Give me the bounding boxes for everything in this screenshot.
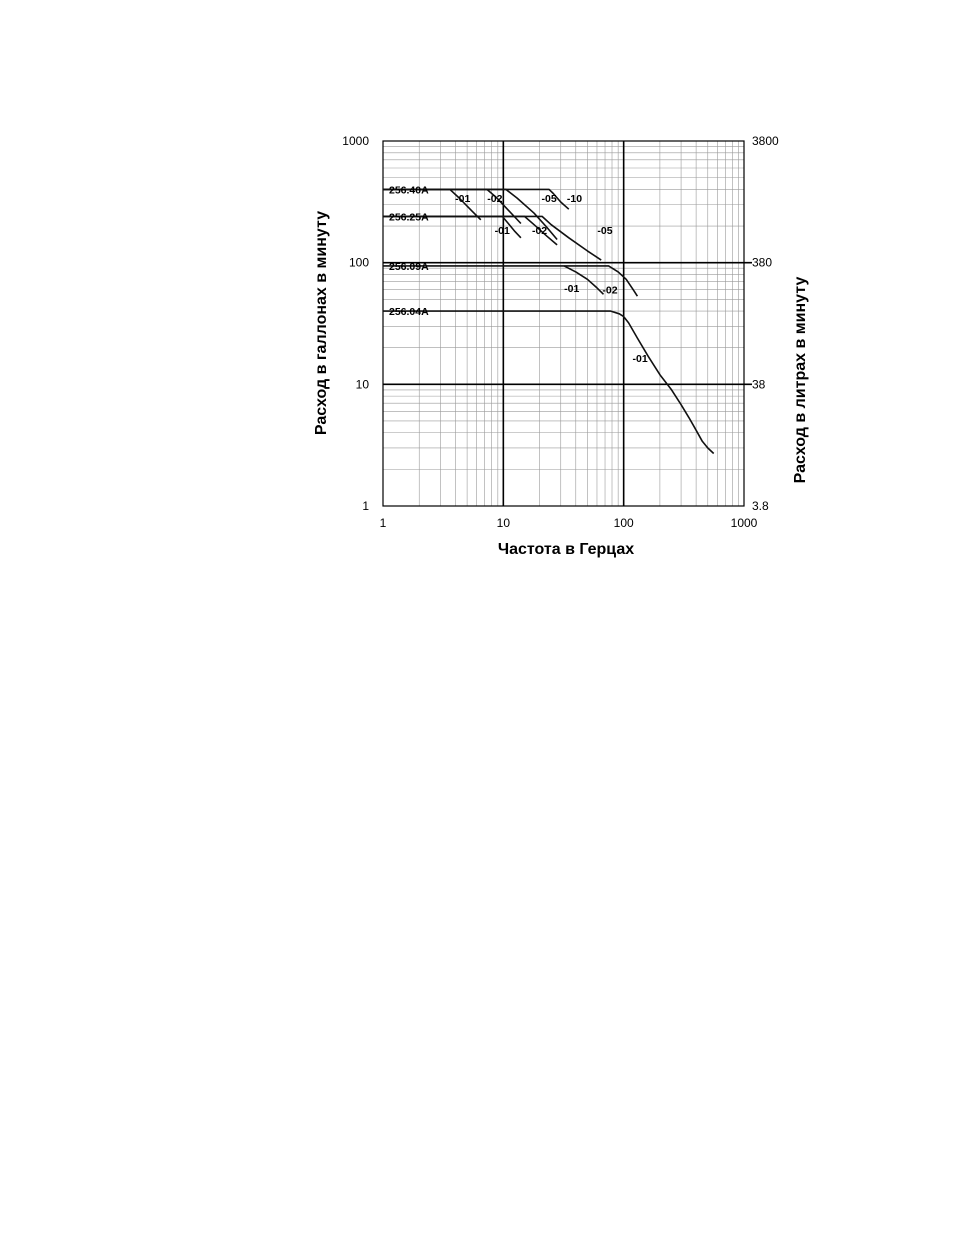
y-tick-label: 10 [355,377,369,392]
y2-axis-title: Расход в литрах в минуту [792,276,809,484]
series-label: -01 [564,282,580,295]
y2-tick-label: 3800 [752,134,779,148]
series-label: -05 [597,225,613,238]
model-label: 256.09A [389,260,429,273]
series-label: -05 [541,193,557,206]
model-label: 256.40A [389,184,429,197]
series-label: -01 [632,352,648,365]
model-label: 256.04A [389,306,429,319]
series-lines [383,189,714,453]
y2-tick-label: 38 [752,377,766,392]
y-tick-label: 100 [348,255,369,270]
series-label: -01 [455,193,471,206]
x-tick-label: 1 [379,516,387,530]
x-axis-title: Частота в Герцах [497,541,635,558]
series-label: -10 [566,193,583,206]
y2-tick-label: 380 [752,255,773,270]
series-line-256.04A-01 [383,311,714,453]
model-label: 256.25A [389,211,429,224]
y2-tick-label: 3.8 [752,499,769,513]
y-tick-label: 1 [362,499,369,513]
y-axis-title: Расход в галлонах в минуту [313,210,330,436]
x-tick-label: 100 [613,516,634,530]
series-label: -02 [487,193,503,206]
series-label: -02 [531,225,548,238]
plot-frame [383,141,744,506]
x-tick-label: 1000 [730,516,758,530]
y-tick-label: 1000 [342,134,369,148]
x-tick-label: 10 [496,516,511,530]
series-label: -02 [602,284,618,297]
series-label: -01 [494,225,510,238]
